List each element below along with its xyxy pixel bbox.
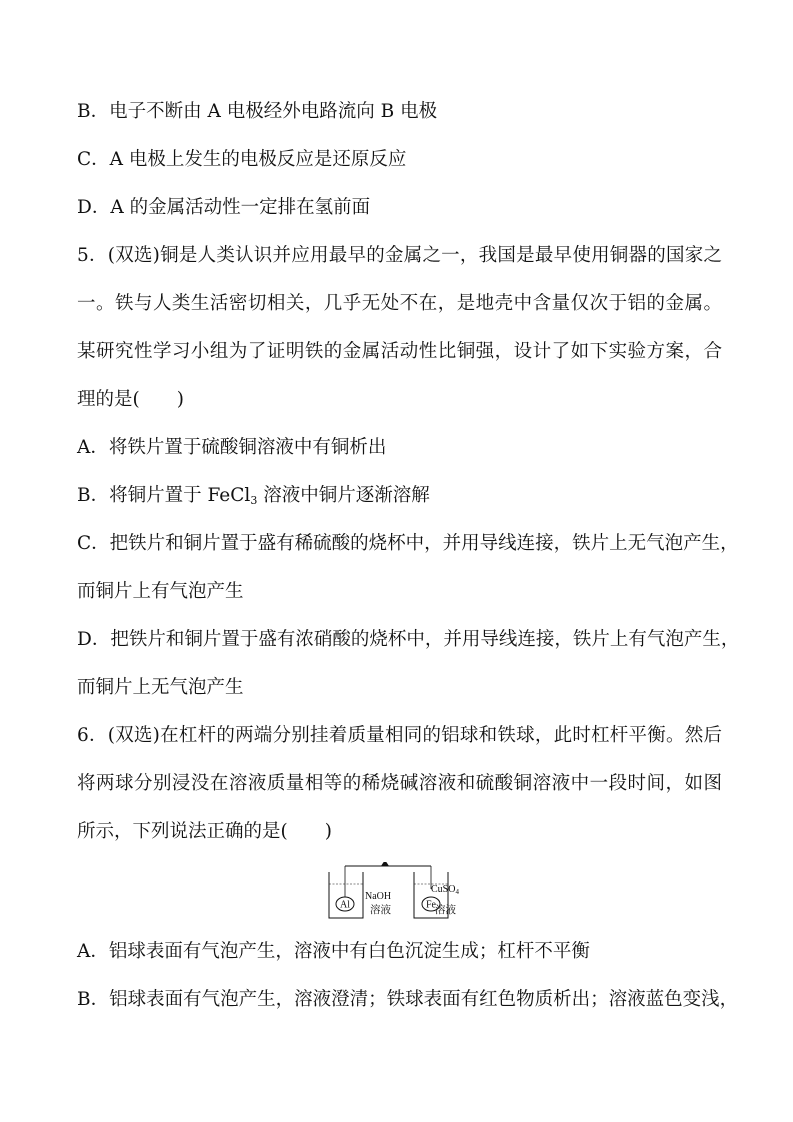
question-5-line-4: 理的是( ) [77, 389, 184, 410]
option-b-q6: B．铝球表面有气泡产生，溶液澄清；铁球表面有红色物质析出；溶液蓝色变浅， [77, 989, 739, 1010]
option-c-q5-line-1: C．把铁片和铜片置于盛有稀硫酸的烧杯中，并用导线连接，铁片上无气泡产生， [77, 533, 739, 554]
aluminum-ball-label: Al [340, 899, 350, 911]
question-6-line-3: 所示，下列说法正确的是( ) [77, 821, 332, 842]
naoh-label: NaOH [365, 891, 392, 902]
option-a-q5: A．将铁片置于硫酸铜溶液中有铜析出 [77, 437, 387, 458]
option-d-q5-line-2: 而铜片上无气泡产生 [77, 677, 244, 698]
iron-ball-label: Fe [426, 899, 436, 911]
cuso4-subscript: 4 [455, 888, 459, 896]
naoh-solution-label: 溶液 [370, 905, 391, 916]
option-b-q5 [77, 485, 430, 512]
question-6-line-2: 将两球分别浸没在溶液质量相等的稀烧碱溶液和硫酸铜溶液中一段时间，如图 [77, 773, 722, 794]
option-a-q6: A．铝球表面有气泡产生，溶液中有白色沉淀生成；杠杆不平衡 [77, 941, 590, 962]
question-5-line-1: 5．(双选)铜是人类认识并应用最早的金属之一，我国是最早使用铜器的国家之 [77, 245, 722, 266]
option-b-q5-post: 溶液中铜片逐渐溶解 [257, 485, 430, 506]
question-5-line-2: 一。铁与人类生活密切相关，几乎无处不在，是地壳中含量仅次于铝的金属。 [77, 293, 722, 314]
option-b-q5-subscript: 3 [250, 494, 258, 507]
lever-beaker-figure [327, 862, 472, 922]
option-c-q5-line-2: 而铜片上有气泡产生 [77, 581, 244, 602]
option-c-q4: C．A 电极上发生的电极反应是还原反应 [77, 149, 407, 170]
option-d-q5-line-1: D．把铁片和铜片置于盛有浓硝酸的烧杯中，并用导线连接，铁片上有气泡产生， [77, 629, 740, 650]
cuso4-solution-label: 溶液 [435, 905, 456, 916]
question-6-line-1: 6．(双选)在杠杆的两端分别挂着质量相同的铝球和铁球，此时杠杆平衡。然后 [77, 725, 722, 746]
cuso4-main: CuSO [431, 884, 456, 895]
question-5-line-3: 某研究性学习小组为了证明铁的金属活动性比铜强，设计了如下实验方案，合 [77, 341, 722, 362]
cuso4-label [431, 884, 459, 896]
option-b-q4: B．电子不断由 A 电极经外电路流向 B 电极 [77, 101, 438, 122]
option-d-q4: D．A 的金属活动性一定排在氢前面 [77, 197, 371, 218]
option-b-q5-pre: B．将铜片置于 FeCl [77, 485, 251, 506]
fulcrum [381, 862, 389, 866]
